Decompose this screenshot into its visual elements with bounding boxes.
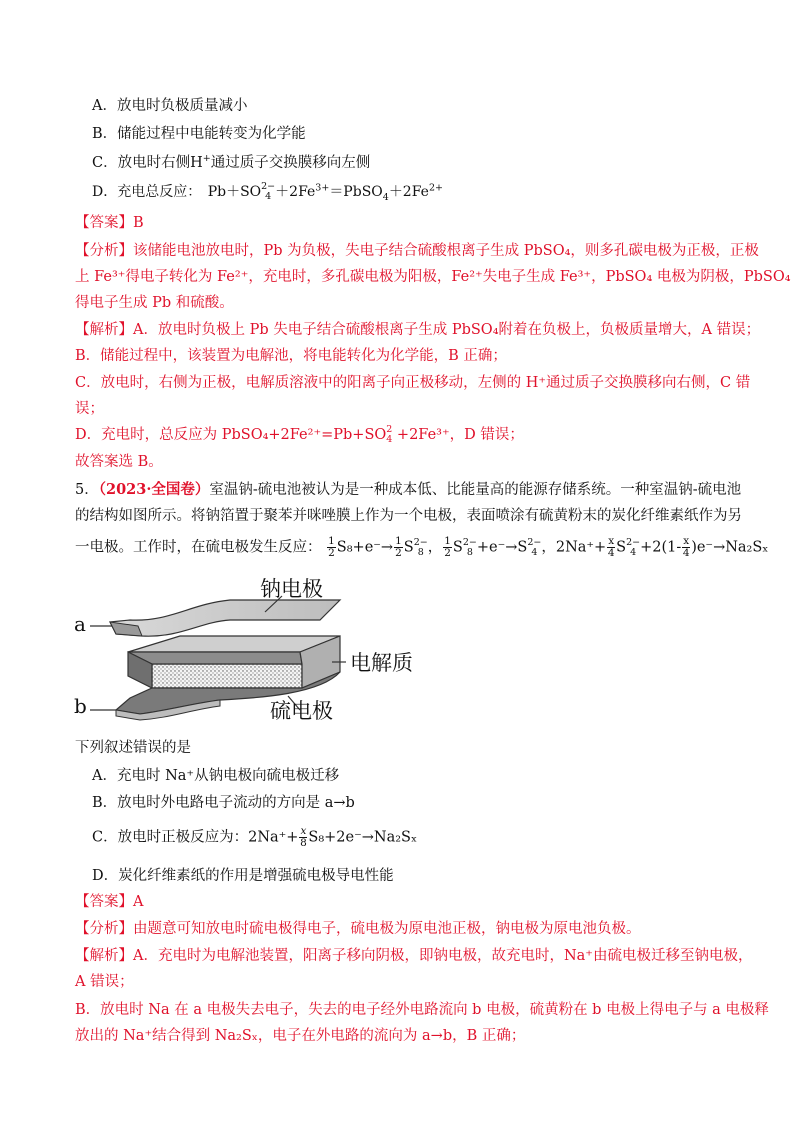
q4-explain-line1: 【解析】A．放电时负极上 Pb 失电子结合硫酸根离子生成 PbSO₄附着在负极上，负极质量增大，A 错误； bbox=[75, 322, 761, 338]
fraction-x-over-8: $\frac{x}{8}$ bbox=[300, 825, 307, 849]
sodium-sulfur-battery-figure bbox=[70, 574, 430, 734]
q5-option-d: D．炭化纤维素纸的作用是增强硫电极导电性能 bbox=[92, 868, 394, 884]
q4-explain-line5: D．充电时，总反应为 PbSO₄+2Fe²⁺=Pb+SO 2 4 +2Fe³⁺，D 错误； bbox=[75, 424, 524, 445]
q4-explain-line2: B．储能过程中，该装置为电解池，将电能转化为化学能，B 正确； bbox=[75, 348, 507, 364]
q4-answer: 【答案】B bbox=[75, 215, 144, 231]
label-electrolyte: 电解质 bbox=[350, 651, 413, 675]
q4-analysis-line3: 得电子生成 Pb 和硫酸。 bbox=[75, 295, 234, 311]
q5-explain-line1: 【解析】A．充电时为电解池装置，阳离子移向阴极，即钠电极，故充电时，Na⁺由硫电极迁移至钠电极， bbox=[75, 948, 753, 964]
q5-answer: 【答案】A bbox=[75, 894, 144, 910]
q4-analysis-line2: 上 Fe³⁺得电子转化为 Fe²⁺，充电时，多孔碳电极为阳极，Fe²⁺失电子生成 Fe³⁺，PbSO₄ 电极为阴极，PbSO₄ bbox=[75, 269, 791, 285]
q5-explain-line3: B．放电时 Na 在 a 电极失去电子，失去的电子经外电路流向 b 电极，硫黄粉在 b 电极上得电子与 a 电极释 bbox=[75, 1002, 769, 1018]
q5-source: （2023·全国卷） bbox=[98, 481, 210, 498]
q5-stem-line3: 一电极。工作时，在硫电极发生反应： $\frac{1}{2}$ S₈+e⁻→ $\frac{1}{2}$ S 2− 8 ， $\frac{1}{2}$ S 2− 8 +e⁻→S 2− 4 ，2Na⁺+ $\frac{x}{4}$ S 2− 4 +2(1- $\frac{x}{4}$ )e⁻→Na₂Sₓ bbox=[75, 535, 769, 559]
q5-stem-line2: 的结构如图所示。将钠箔置于聚苯并咪唑膜上作为一个电极，表面喷涂有硫黄粉末的炭化纤维素纸作为另 bbox=[75, 508, 742, 524]
q4-explain-line3: C．放电时，右侧为正极，电解质溶液中的阳离子向正极移动，左侧的 H⁺通过质子交换膜移向右侧，C 错 bbox=[75, 375, 751, 391]
label-sodium-electrode: 钠电极 bbox=[260, 577, 323, 601]
q4-explain-line4: 误； bbox=[75, 401, 104, 417]
q4-option-d: D．充电总反应： Pb＋SO 2− 4 $+2Fe^{3+}=PbSO_4+2Fe^{2+}$ bbox=[92, 181, 443, 203]
fraction-half-1: $\frac{1}{2}$ bbox=[328, 535, 335, 559]
electrolyte-layer bbox=[152, 664, 302, 688]
fraction-half-3: $\frac{1}{2}$ bbox=[444, 535, 451, 559]
q4-option-a: A．放电时负极质量减小 bbox=[92, 98, 248, 114]
label-sulfur-electrode: 硫电极 bbox=[270, 699, 333, 723]
q5-option-b: B．放电时外电路电子流动的方向是 a→b bbox=[92, 795, 355, 811]
fraction-x-over-4-b: $\frac{x}{4}$ bbox=[682, 535, 690, 559]
q5-explain-line4: 放出的 Na⁺结合得到 Na₂Sₓ，电子在外电路的流向为 a→b，B 正确； bbox=[75, 1028, 526, 1044]
q5-option-c: C．放电时正极反应为：2Na⁺+ $\frac{x}{8}$ S₈+2e⁻→Na₂Sₓ bbox=[92, 825, 418, 849]
q5-analysis: 【分析】由题意可知放电时硫电极得电子，硫电极为原电池正极，钠电极为原电池负极。 bbox=[75, 921, 641, 937]
terminal-label-b: b bbox=[74, 694, 87, 718]
q5-stem-line1: 5．（2023·全国卷）室温钠-硫电池被认为是一种成本低、比能量高的能源存储系统。一种室温钠-硫电池 bbox=[75, 481, 742, 498]
sodium-electrode-sheet bbox=[110, 600, 340, 636]
q4-option-c: C．放电时右侧H+通过质子交换膜移向左侧 bbox=[92, 153, 371, 171]
terminal-label-a: a bbox=[74, 612, 86, 636]
q4-option-b: B．储能过程中电能转变为化学能 bbox=[92, 126, 306, 142]
fraction-x-over-4: $\frac{x}{4}$ bbox=[607, 535, 615, 559]
q4-conclusion: 故答案选 B。 bbox=[75, 454, 163, 470]
fraction-half-2: $\frac{1}{2}$ bbox=[395, 535, 402, 559]
q5-explain-line2: A 错误； bbox=[75, 974, 134, 990]
q5-option-a: A．充电时 Na⁺从钠电极向硫电极迁移 bbox=[92, 768, 340, 784]
q5-prompt: 下列叙述错误的是 bbox=[75, 740, 191, 756]
q4-analysis-line1: 【分析】该储能电池放电时，Pb 为负极，失电子结合硫酸根离子生成 PbSO₄，则多孔碳电极为正极，正极 bbox=[75, 243, 759, 259]
